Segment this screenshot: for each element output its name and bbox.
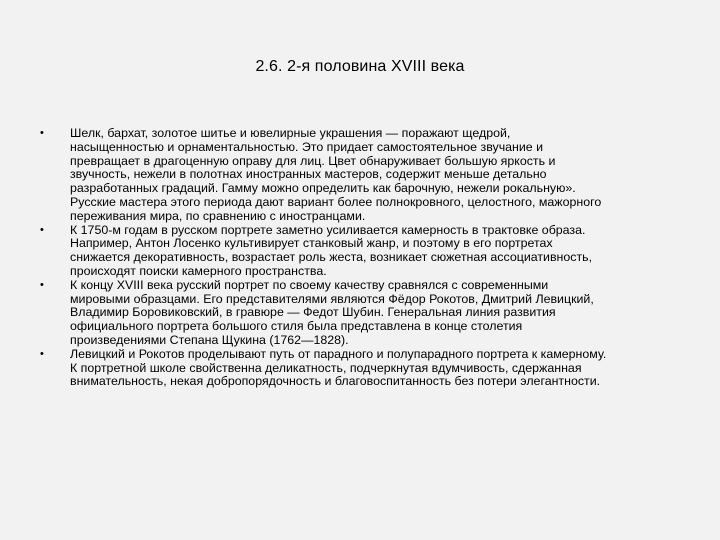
text-line: разработанных градаций. Гамму можно определить как барочную, нежели рокальную». <box>70 181 576 196</box>
list-item <box>40 127 690 224</box>
bullet-icon: • <box>40 223 44 236</box>
text-line: переживания мира, по сравнению с иностранцами. <box>70 208 366 223</box>
list-item-text <box>70 348 690 389</box>
text-line: снижается декоративность, возрастает роль жеста, возникает сюжетная ассоциативность, <box>70 250 593 265</box>
list-item-text <box>70 279 690 348</box>
text-line: превращает в драгоценную оправу для лиц. Цвет обнаруживает большую яркость и <box>70 153 556 168</box>
list-item <box>40 279 690 348</box>
text-line: внимательность, некая добропорядочность и благовоспитанность без потери элегантности. <box>70 374 601 389</box>
list-item-text <box>70 127 690 224</box>
text-line: Левицкий и Рокотов проделывают путь от парадного и полупарадного портрета к камерному. <box>70 346 607 361</box>
text-line: официального портрета большого стиля была представлена в конце столетия <box>70 319 523 334</box>
bullet-icon: • <box>40 127 44 139</box>
text-line: звучность, нежели в полотнах иностранных мастеров, содержит меньше детально <box>70 167 547 182</box>
bullet-icon: • <box>40 278 44 291</box>
bullet-icon: • <box>40 347 44 360</box>
text-line: Шелк, бархат, золотое шитье и ювелирные украшения — поражают щедрой, <box>70 126 511 140</box>
text-line: К 1750-м годам в русском портрете заметно усиливается камерность в трактовке образа. <box>70 222 586 237</box>
bullet-list <box>40 127 690 389</box>
text-line: К портретной школе свойственна деликатность, подчеркнутая вдумчивость, сдержанная <box>70 360 582 375</box>
text-line: мировыми образцами. Его представителями являются Фёдор Рокотов, Дмитрий Левицкий, <box>70 291 594 306</box>
text-line: насыщенностью и орнаментальностью. Это придает самостоятельное звучание и <box>70 139 544 154</box>
text-line: Владимир Боровиковский, в гравюре — Федот Шубин. Генеральная линия развития <box>70 305 556 320</box>
text-line: К концу XVIII века русский портрет по своему качеству сравнялся с современными <box>70 277 549 292</box>
slide-title: 2.6. 2-я половина XVIII века <box>255 58 465 75</box>
list-item-text <box>70 224 690 279</box>
text-line: происходят поиски камерного пространства. <box>70 263 327 278</box>
list-item <box>40 348 690 389</box>
text-line: Русские мастера этого периода дают вариант более полнокровного, целостного, мажорного <box>70 194 602 209</box>
text-line: Например, Антон Лосенко культивирует станковый жанр, и поэтому в его портретах <box>70 236 553 251</box>
list-item <box>40 224 690 279</box>
text-line: произведениями Степана Щукина (1762—1828). <box>70 332 349 347</box>
